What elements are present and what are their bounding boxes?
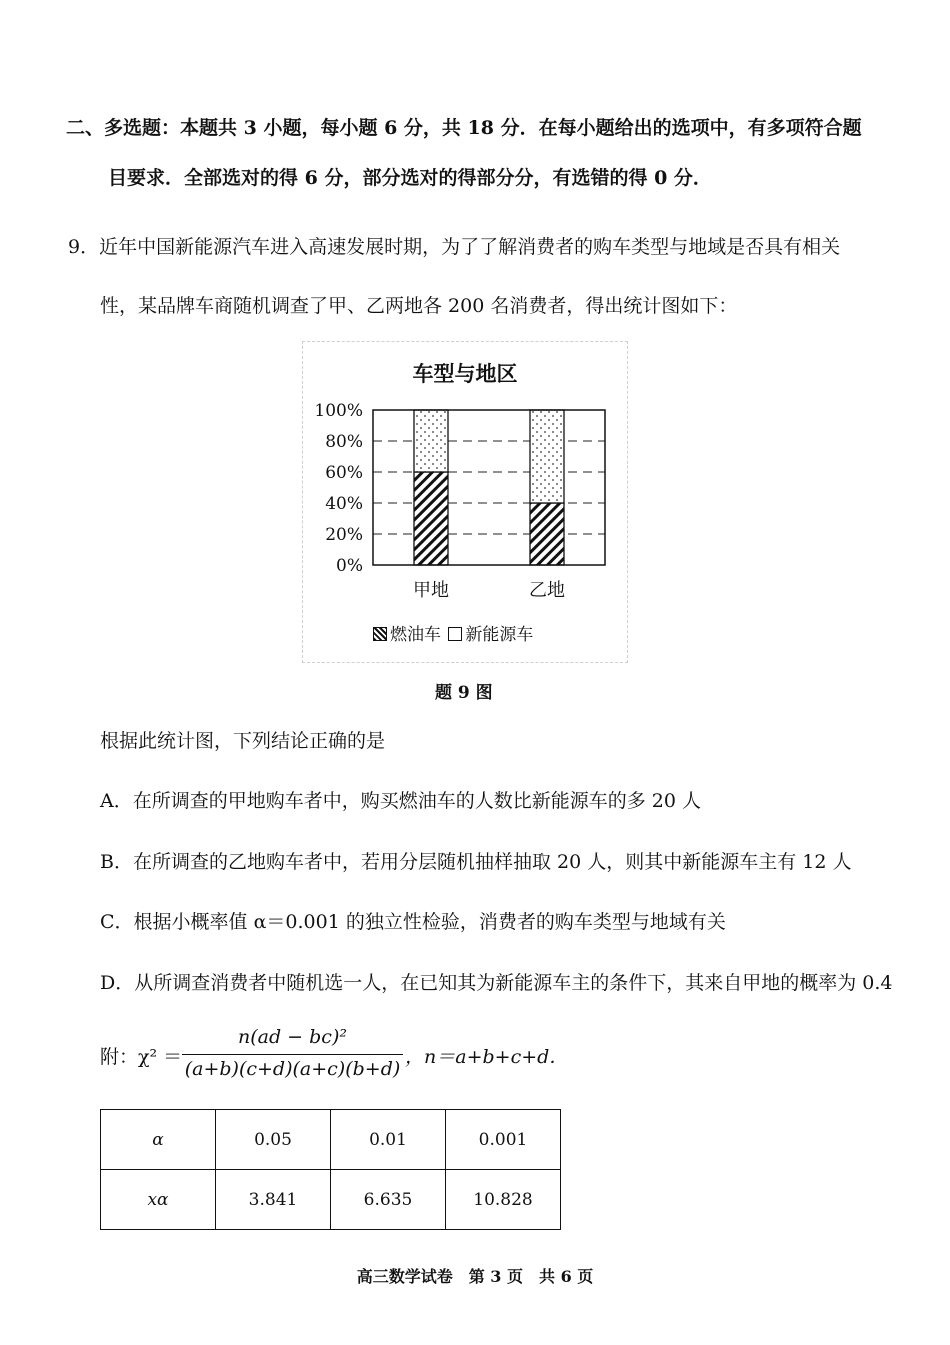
- option-c: C．根据小概率值 α＝0.001 的独立性检验，消费者的购车类型与地域有关: [100, 911, 726, 933]
- table-cell: 10.828: [446, 1170, 561, 1230]
- question-prompt: 根据此统计图，下列结论正确的是: [100, 730, 386, 752]
- table-cell: 0.01: [331, 1110, 446, 1170]
- bar-segment-fuel: [414, 472, 448, 565]
- legend-label-fuel: 燃油车: [390, 625, 441, 645]
- legend-label-new-energy: 新能源车: [465, 625, 534, 645]
- y-tick-label: 20%: [325, 525, 363, 545]
- legend-swatch-dotted: [448, 627, 462, 641]
- y-tick-label: 80%: [325, 432, 363, 452]
- page-footer: 高三数学试卷 第 3 页 共 6 页: [356, 1267, 594, 1286]
- y-tick-label: 40%: [325, 494, 363, 514]
- formula-suffix: ，n＝a+b+c+d．: [405, 1046, 569, 1068]
- bar-segment-fuel: [530, 503, 564, 565]
- question-stem-line1: 9．近年中国新能源汽车进入高速发展时期，为了了解消费者的购车类型与地域是否具有相关: [68, 236, 841, 258]
- table-cell: α: [101, 1110, 216, 1170]
- fraction-bar: [182, 1054, 403, 1055]
- formula-denominator: (a+b)(c+d)(a+c)(b+d): [184, 1058, 401, 1080]
- critical-value-table: [100, 1109, 561, 1230]
- x-category-label: 甲地: [413, 580, 449, 601]
- chart-figure: [302, 341, 628, 663]
- y-tick-label: 100%: [314, 401, 363, 421]
- legend-swatch-hatched: [373, 627, 387, 641]
- bar-segment-new-energy: [530, 410, 564, 503]
- chart-plot: [303, 342, 627, 662]
- formula-prefix: 附：χ² ＝: [100, 1046, 183, 1068]
- formula-numerator: n(ad − bc)²: [238, 1026, 347, 1048]
- chart-legend: [373, 620, 533, 645]
- bar-segment-new-energy: [414, 410, 448, 472]
- table-cell: 3.841: [216, 1170, 331, 1230]
- option-d: D．从所调查消费者中随机选一人，在已知其为新能源车主的条件下，其来自甲地的概率为 0.4: [100, 972, 893, 994]
- x-category-label: 乙地: [529, 580, 565, 601]
- table-row: [101, 1170, 561, 1230]
- option-b: B．在所调查的乙地购车者中，若用分层随机抽样抽取 20 人，则其中新能源车主有 12 人: [100, 851, 852, 873]
- figure-caption: 题 9 图: [435, 683, 493, 703]
- question-stem-line2: 性，某品牌车商随机调查了甲、乙两地各 200 名消费者，得出统计图如下：: [100, 295, 738, 317]
- section-heading-line2: 目要求．全部选对的得 6 分，部分选对的得部分分，有选错的得 0 分．: [108, 167, 712, 189]
- table-row: [101, 1110, 561, 1170]
- y-tick-label: 0%: [336, 556, 363, 576]
- table-cell: 0.05: [216, 1110, 331, 1170]
- table-cell: xα: [101, 1170, 216, 1230]
- chart-title: 车型与地区: [412, 361, 518, 386]
- y-tick-label: 60%: [325, 463, 363, 483]
- section-heading-line1: 二、多选题：本题共 3 小题，每小题 6 分，共 18 分．在每小题给出的选项中，有多项符合题: [66, 117, 862, 139]
- table-cell: 0.001: [446, 1110, 561, 1170]
- option-a: A．在所调查的甲地购车者中，购买燃油车的人数比新能源车的多 20 人: [100, 790, 701, 812]
- plot-frame: [373, 410, 605, 565]
- table-cell: 6.635: [331, 1170, 446, 1230]
